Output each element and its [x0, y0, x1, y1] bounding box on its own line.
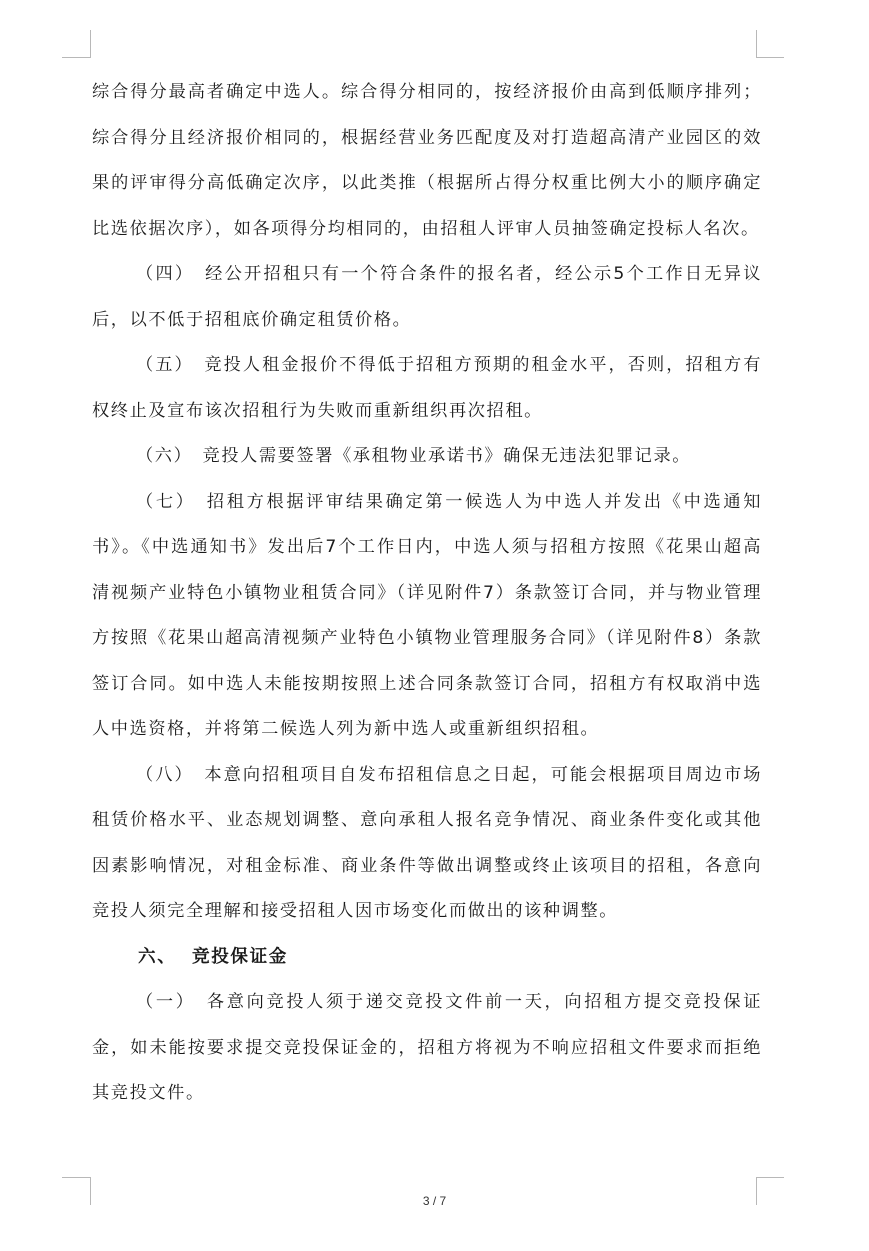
crop-mark-bottom-right-h: [756, 1177, 784, 1178]
paragraph-item-6: （六） 竞投人需要签署《承租物业承诺书》确保无违法犯罪记录。: [136, 446, 692, 466]
crop-mark-bottom-left-h: [62, 1177, 90, 1178]
section-heading: [92, 935, 762, 981]
crop-mark-top-right-v: [756, 30, 757, 58]
paragraph-ranking-rules: 综合得分最高者确定中选人。综合得分相同的，按经济报价由高到低顺序排列；综合得分且经济报价相同的，根据经营业务匹配度及对打造超高清产业园区的效果的评审得分高低确定次序，以此类推（根据所占得分权重比例大小的顺序确定比选依据次序），如各项得分均相同的，由招租人评审人员抽签确定投标人名次。: [92, 82, 762, 239]
paragraph-deposit-item-1: （一） 各意向竞投人须于递交竞投文件前一天，向招租方提交竞投保证金，如未能按要求提交竞投保证金的，招租方将视为不响应招租文件要求而拒绝其竞投文件。: [92, 992, 762, 1103]
crop-mark-top-left-h: [62, 57, 90, 58]
section-number: 六、: [138, 946, 177, 967]
section-title: 竞投保证金: [192, 946, 288, 967]
paragraph-item-7: （七） 招租方根据评审结果确定第一候选人为中选人并发出《中选通知书》。《中选通知书》发出后7个工作日内，中选人须与招租方按照《花果山超高清视频产业特色小镇物业租赁合同》（详见附件7）条款签订合同，并与物业管理方按照《花果山超高清视频产业特色小镇物业管理服务合同》（详见附件8）条款签订合同。如中选人未能按期按照上述合同条款签订合同，招租方有权取消中选人中选资格，并将第二候选人列为新中选人或重新组织招租。: [92, 491, 762, 739]
page-number: 3 / 7: [422, 1194, 447, 1208]
paragraph-item-4: （四） 经公开招租只有一个符合条件的报名者，经公示5个工作日无异议后，以不低于招租底价确定租赁价格。: [92, 264, 762, 330]
crop-mark-top-left-v: [90, 30, 91, 58]
paragraph-item-5: （五） 竞投人租金报价不得低于招租方预期的租金水平，否则，招租方有权终止及宣布该次招租行为失败而重新组织再次招租。: [92, 355, 762, 421]
document-body: [92, 70, 762, 1117]
paragraph-item-8: （八） 本意向招租项目自发布招租信息之日起，可能会根据项目周边市场租赁价格水平、业态规划调整、意向承租人报名竞争情况、商业条件变化或其他因素影响情况，对租金标准、商业条件等做出调整或终止该项目的招租，各意向竞投人须完全理解和接受招租人因市场变化而做出的该种调整。: [92, 764, 762, 921]
crop-mark-top-right-h: [756, 57, 784, 58]
